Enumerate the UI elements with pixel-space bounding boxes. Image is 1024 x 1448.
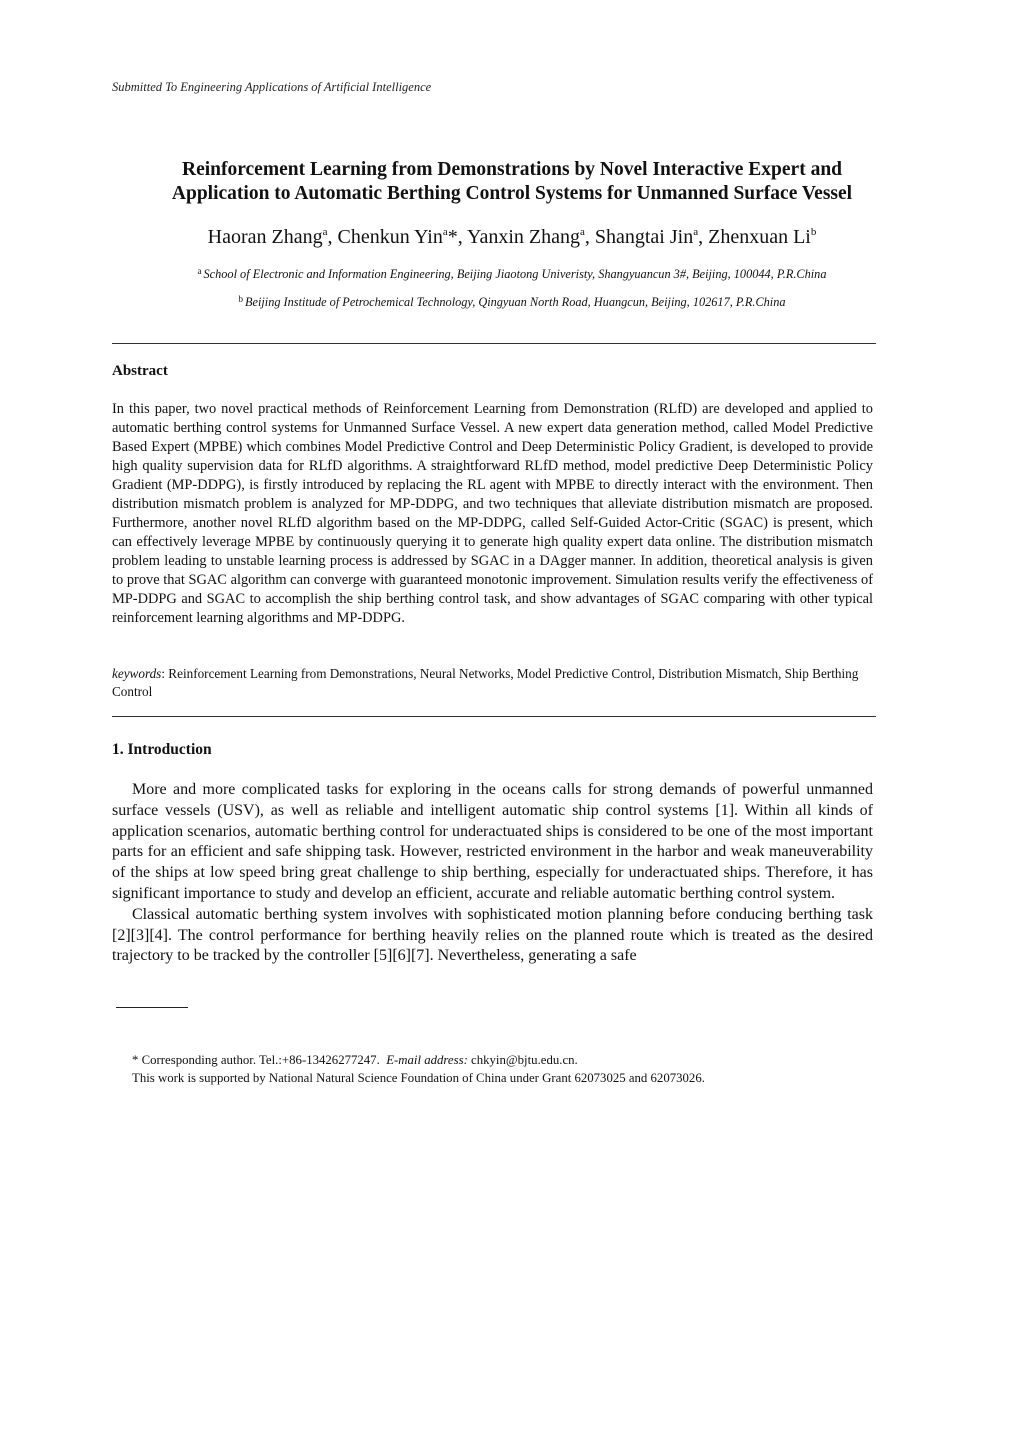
footnotes	[132, 1051, 705, 1087]
author-name: Yanxin Zhang	[467, 226, 580, 248]
affiliation-text: School of Electronic and Information Engineering, Beijing Jiaotong Univeristy, Shangyuancun 3#, Beijing, 100044, P.R.China	[203, 267, 827, 281]
keywords-label: keywords	[112, 666, 162, 681]
email-address: chkyin@bjtu.edu.cn.	[471, 1053, 578, 1067]
affiliation-mark: b	[238, 294, 243, 304]
corresponding-author-mark: *	[447, 226, 458, 248]
title-line-1: Reinforcement Learning from Demonstrations by Novel Interactive Expert and	[181, 159, 843, 180]
author-separator: ,	[327, 226, 338, 248]
paper-title	[112, 158, 912, 206]
keywords-text: : Reinforcement Learning from Demonstrations, Neural Networks, Model Predictive Control, Distribution Mismatch, Ship Berthing Control	[112, 666, 859, 699]
author-name: Haoran Zhang	[207, 226, 323, 248]
author-separator: ,	[457, 226, 468, 248]
author-name: Zhenxuan Li	[708, 226, 811, 248]
author-separator: ,	[698, 226, 709, 248]
affiliation-a	[112, 266, 912, 282]
corresponding-author-info: * Corresponding author. Tel.:+86-13426277247.	[132, 1053, 380, 1067]
corresponding-author-footnote	[132, 1051, 705, 1069]
footnote-divider	[116, 1007, 188, 1008]
author-separator: ,	[584, 226, 595, 248]
introduction-heading: 1. Introduction	[112, 741, 212, 758]
abstract-heading: Abstract	[112, 363, 168, 379]
email-label: E-mail address:	[386, 1053, 468, 1067]
author-affiliation-mark: a	[579, 226, 585, 238]
author-affiliation-mark: a	[442, 226, 448, 238]
introduction-paragraph: More and more complicated tasks for exploring in the oceans calls for strong demands of powerful unmanned surface vessels (USV), as well as reliable and intelligent automatic ship control systems [1]. Within all kinds of application scenarios, automatic berthing control for underactuated ships is considered to be one of the most important parts for an efficient and safe shipping task. However, restricted environment in the harbor and weak maneuverability of the ships at low speed bring great challenge to ship berthing, especially for underactuated ships. Therefore, it has significant importance to study and develop an efficient, accurate and reliable automatic berthing control system.	[112, 781, 873, 902]
title-line-2: Application to Automatic Berthing Control Systems for Unmanned Surface Vessel	[171, 183, 853, 204]
affiliation-b	[112, 294, 912, 310]
author-name: Shangtai Jin	[594, 226, 694, 248]
affiliation-text: Beijing Institude of Petrochemical Technology, Qingyuan North Road, Huangcun, Beijing, 102617, P.R.China	[244, 295, 786, 309]
author-name: Chenkun Yin	[337, 226, 443, 248]
introduction-body	[112, 780, 873, 967]
author-affiliation-mark: b	[810, 226, 817, 238]
funding-footnote: This work is supported by National Natural Science Foundation of China under Grant 62073025 and 62073026.	[132, 1071, 705, 1085]
introduction-paragraph: Classical automatic berthing system involves with sophisticated motion planning before conducing berthing task [2][3][4]. The control performance for berthing heavily relies on the planned route which is treated as the desired trajectory to be tracked by the controller [5][6][7]. Nevertheless, generating a safe	[112, 905, 873, 965]
abstract-top-divider	[112, 343, 876, 344]
abstract-bottom-divider	[112, 716, 876, 717]
author-list	[112, 226, 912, 249]
affiliation-mark: a	[197, 266, 202, 276]
author-affiliation-mark: a	[693, 226, 699, 238]
keywords	[112, 665, 873, 701]
abstract-text: In this paper, two novel practical methods of Reinforcement Learning from Demonstration (RLfD) are developed and applied to automatic berthing control systems for Unmanned Surface Vessel. A new expert data generation method, called Model Predictive Based Expert (MPBE) which combines Model Predictive Control and Deep Deterministic Policy Gradient, is developed to provide high quality supervision data for RLfD algorithms. A straightforward RLfD method, model predictive Deep Deterministic Policy Gradient (MP-DDPG), is firstly introduced by replacing the RL agent with MPBE to directly interact with the environment. Then distribution mismatch problem is analyzed for MP-DDPG, and two techniques that alleviate distribution mismatch are proposed. Furthermore, another novel RLfD algorithm based on the MP-DDPG, called Self-Guided Actor-Critic (SGAC) is present, which can effectively leverage MPBE by continuously querying it to generate high quality expert data online. The distribution mismatch problem leading to unstable learning process is addressed by SGAC in a DAgger manner. In addition, theoretical analysis is given to prove that SGAC algorithm can converge with guaranteed monotonic improvement. Simulation results verify the effectiveness of MP-DDPG and SGAC to accomplish the ship berthing control task, and show advantages of SGAC comparing with other typical reinforcement learning algorithms and MP-DDPG.	[112, 401, 873, 626]
author-affiliation-mark: a	[322, 226, 328, 238]
running-head: Submitted To Engineering Applications of Artificial Intelligence	[112, 80, 432, 94]
